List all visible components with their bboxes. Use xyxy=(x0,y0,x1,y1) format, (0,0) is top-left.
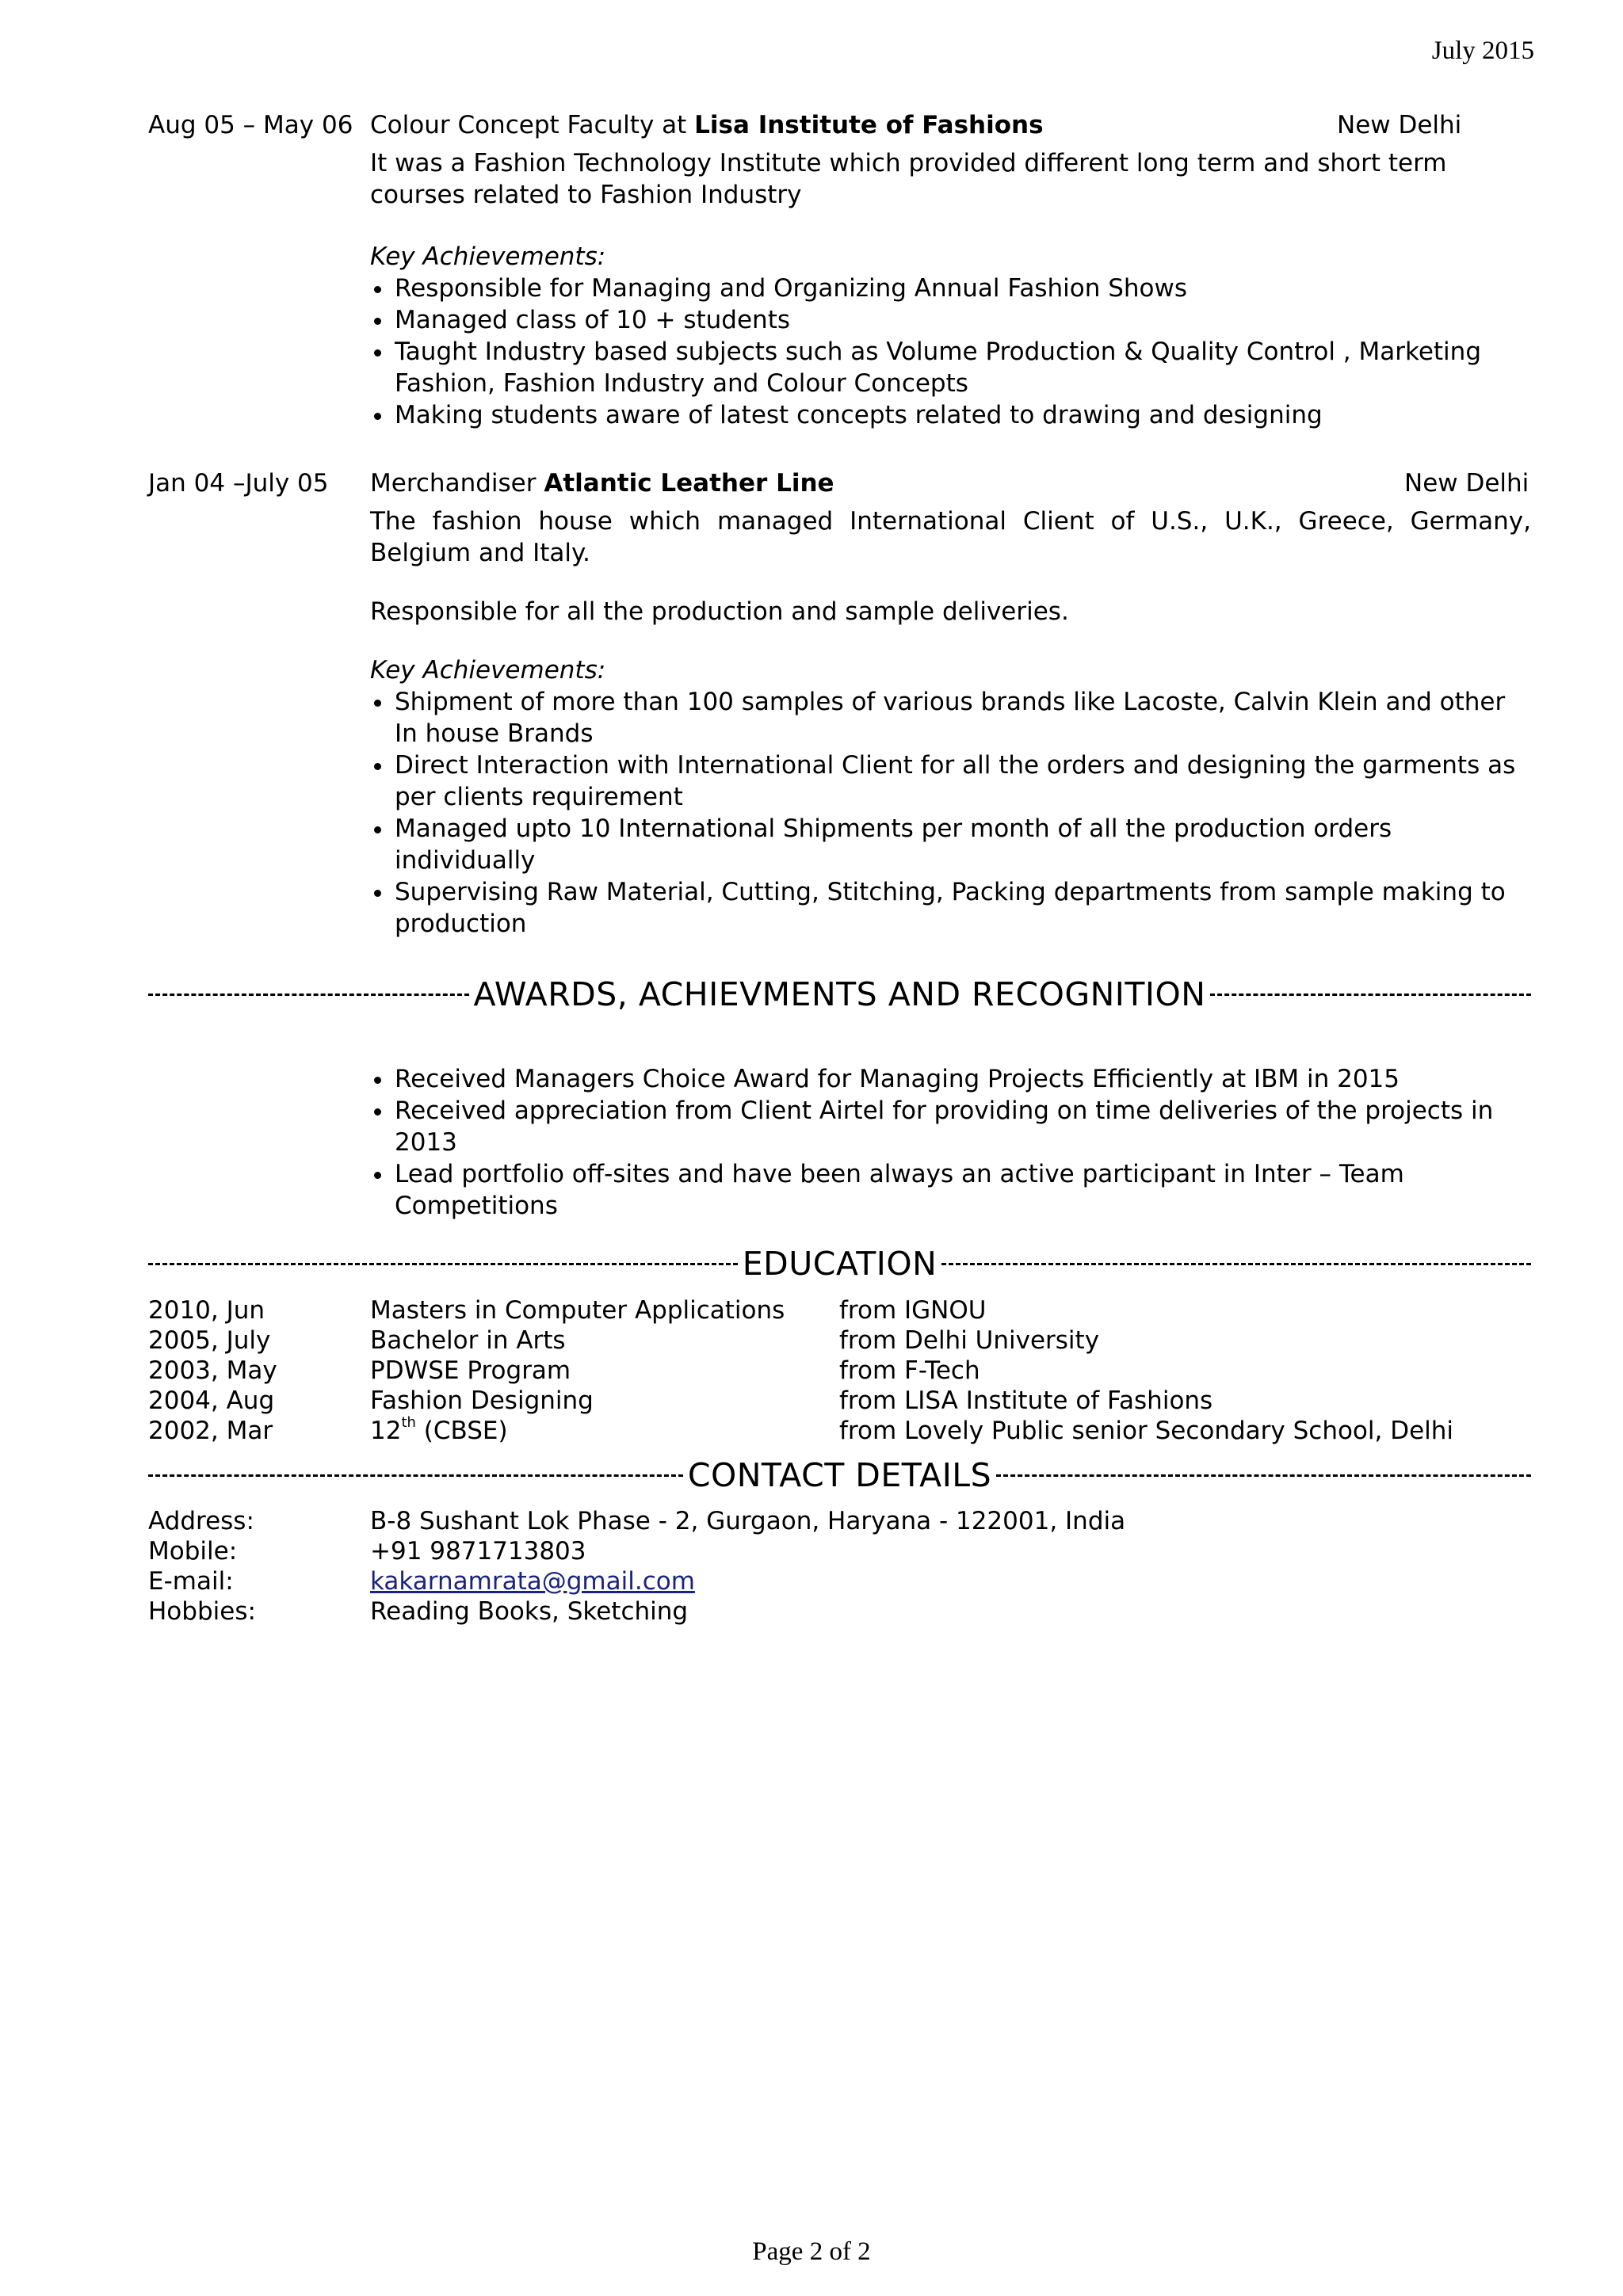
list-item: Making students aware of latest concepts related to drawing and designing xyxy=(370,399,1531,431)
list-item: Managed upto 10 International Shipments per month of all the production orders individually xyxy=(370,813,1531,876)
list-item: Responsible for Managing and Organizing Annual Fashion Shows xyxy=(370,273,1531,304)
section-heading-contact xyxy=(148,1455,1531,1495)
education-table xyxy=(148,1295,1575,1445)
section-heading-education xyxy=(148,1244,1531,1283)
section-title: AWARDS, ACHIEVMENTS AND RECOGNITION xyxy=(473,975,1206,1013)
list-item: Managed class of 10 + students xyxy=(370,304,1531,336)
education-date: 2010, Jun xyxy=(148,1296,265,1325)
page-number: Page 2 of 2 xyxy=(752,2237,871,2266)
education-degree: PDWSE Program xyxy=(370,1356,571,1385)
divider xyxy=(148,1474,683,1477)
divider xyxy=(148,994,469,996)
education-date: 2003, May xyxy=(148,1356,277,1385)
education-institution: from Delhi University xyxy=(839,1326,1100,1355)
job-description: It was a Fashion Technology Institute which provided different long term and short term courses related to Fashion Industry xyxy=(370,149,1447,209)
contact-value: +91 9871713803 xyxy=(370,1537,586,1566)
employer-name: Atlantic Leather Line xyxy=(544,469,834,498)
education-institution: from IGNOU xyxy=(839,1296,987,1325)
education-row xyxy=(148,1385,1575,1415)
job-dates: Aug 05 – May 06 xyxy=(148,111,353,139)
email-link[interactable]: kakarnamrata@gmail.com xyxy=(370,1567,695,1596)
section-heading-awards xyxy=(148,974,1531,1014)
contact-table xyxy=(148,1505,1575,1626)
job-entry-lisa xyxy=(148,109,1531,431)
contact-value: B-8 Sushant Lok Phase - 2, Gurgaon, Haryana - 122001, India xyxy=(370,1507,1126,1535)
education-institution: from Lovely Public senior Secondary School, Delhi xyxy=(839,1417,1454,1445)
contact-row-address xyxy=(148,1505,1575,1535)
job-dates: Jan 04 –July 05 xyxy=(148,469,329,498)
list-item: Received appreciation from Client Airtel for providing on time deliveries of the projects in 2013 xyxy=(370,1095,1531,1158)
list-item: Taught Industry based subjects such as Volume Production & Quality Control , Marketing Fashion, Fashion Industry and Colour Concepts xyxy=(370,336,1531,399)
education-date: 2004, Aug xyxy=(148,1386,275,1415)
key-achievements-label: Key Achievements: xyxy=(370,242,606,271)
contact-value: Reading Books, Sketching xyxy=(370,1597,689,1626)
awards-section xyxy=(148,1063,1531,1222)
education-date: 2002, Mar xyxy=(148,1417,273,1445)
job-description: The fashion house which managed International Client of U.S., U.K., Greece, Germany, Belgium and Italy. xyxy=(370,507,1531,567)
education-row xyxy=(148,1355,1575,1385)
contact-label: Hobbies: xyxy=(148,1597,256,1626)
job-description: Responsible for all the production and sample deliveries. xyxy=(370,597,1069,626)
education-row xyxy=(148,1415,1575,1445)
job-role: Merchandiser Atlantic Leather Line xyxy=(370,469,834,498)
list-item: Received Managers Choice Award for Managing Projects Efficiently at IBM in 2015 xyxy=(370,1063,1531,1095)
list-item: Shipment of more than 100 samples of various brands like Lacoste, Calvin Klein and other In house Brands xyxy=(370,686,1531,749)
education-date: 2005, July xyxy=(148,1326,271,1355)
section-title: CONTACT DETAILS xyxy=(687,1456,992,1494)
education-row xyxy=(148,1325,1575,1355)
awards-list xyxy=(370,1063,1531,1222)
superscript: th xyxy=(401,1413,416,1431)
job-role: Colour Concept Faculty at Lisa Institute of Fashions xyxy=(370,111,1044,139)
education-institution: from F-Tech xyxy=(839,1356,980,1385)
achievement-list xyxy=(370,686,1531,940)
job-location: New Delhi xyxy=(1337,111,1462,139)
list-item: Direct Interaction with International Client for all the orders and designing the garments as per clients requirement xyxy=(370,749,1531,813)
list-item: Lead portfolio off-sites and have been always an active participant in Inter – Team Competitions xyxy=(370,1158,1531,1222)
job-location: New Delhi xyxy=(1404,469,1529,498)
achievement-list xyxy=(370,273,1531,431)
education-degree: 12th (CBSE) xyxy=(370,1413,508,1445)
divider xyxy=(996,1474,1531,1477)
education-institution: from LISA Institute of Fashions xyxy=(839,1386,1213,1415)
education-degree: Fashion Designing xyxy=(370,1386,594,1415)
divider xyxy=(1210,994,1531,996)
key-achievements-label: Key Achievements: xyxy=(370,656,606,685)
list-item: Supervising Raw Material, Cutting, Stitching, Packing departments from sample making to production xyxy=(370,876,1531,940)
education-row xyxy=(148,1295,1575,1325)
employer-name: Lisa Institute of Fashions xyxy=(694,111,1044,139)
education-degree: Bachelor in Arts xyxy=(370,1326,566,1355)
divider xyxy=(941,1263,1531,1265)
contact-row-mobile xyxy=(148,1535,1575,1566)
contact-label: Mobile: xyxy=(148,1537,238,1566)
contact-row-email xyxy=(148,1566,1575,1596)
contact-label: E-mail: xyxy=(148,1567,234,1596)
divider xyxy=(148,1263,738,1265)
job-entry-atlantic xyxy=(148,467,1531,940)
header-date: July 2015 xyxy=(1431,36,1534,65)
section-title: EDUCATION xyxy=(742,1245,938,1283)
contact-row-hobbies xyxy=(148,1596,1575,1626)
education-degree: Masters in Computer Applications xyxy=(370,1296,785,1325)
contact-label: Address: xyxy=(148,1507,254,1535)
